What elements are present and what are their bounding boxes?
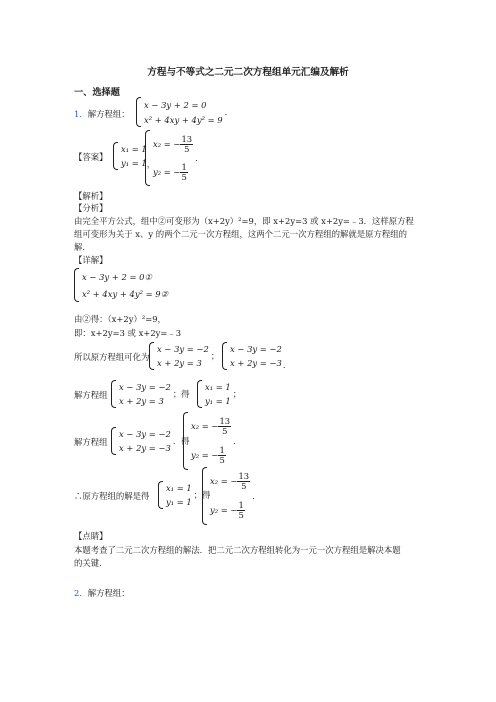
step-connector: ；得 [193, 490, 211, 500]
equation-system [136, 97, 227, 127]
punctuation: . [282, 360, 286, 370]
brace-icon [158, 481, 163, 509]
question-number: 1． [74, 109, 88, 119]
step-4-system: x − 3y = −2 x + 2y = 3 ；得 [111, 380, 190, 408]
question-prompt: 解方程组： [87, 588, 130, 598]
fenxi-line-3: 解． [74, 242, 91, 252]
step-4: 解方程组 [74, 390, 108, 400]
step-1: 由②得：（x+2y）²=9， [74, 314, 166, 324]
fenxi-line-2: 组可变形为关于 x、y 的两个二元一次方程组，这两个二元一次方程组的解就是原方程组的 [74, 229, 408, 239]
punctuation: ． [233, 436, 242, 446]
brace-icon [183, 412, 188, 470]
detail-equation-1: x − 3y + 2 = 0① [82, 271, 152, 282]
question-2 [74, 587, 130, 599]
question-prompt: 解方程组： [87, 109, 130, 119]
step-5-solution: x₂ = − $\frac{13}{5}$ y₂ = − $\frac{1}{5}$ ． [183, 412, 242, 470]
brace-icon [197, 380, 202, 408]
dianjing-line-2: 的关键． [74, 558, 108, 568]
punctuation: . [224, 107, 228, 117]
equation-2: x² + 4xy + 4y² = 9 [144, 114, 223, 125]
brace-icon [74, 268, 79, 302]
fenxi-line-1: 由完全平方公式，组中②可变形为（x+2y）²=9，即 x+2y=3 或 x+2y=﹣3．这样原方程 [74, 216, 414, 226]
step-6-solution-1: x₁ = 1 y₁ = 1 ；得 [158, 481, 211, 509]
punctuation: ； [232, 389, 242, 399]
step-3: 所以原方程组可化为 [74, 352, 150, 362]
punctuation: ； [210, 351, 220, 361]
punctuation: ， [146, 159, 156, 169]
step-6-solution-2: x₂ = − $\frac{13}{5}$ y₂ = − $\frac{1}{5}$ . [202, 467, 255, 525]
detail-equation-2: x² + 4xy + 4y² = 9② [82, 288, 169, 299]
detail-system [74, 268, 168, 302]
question-1 [74, 108, 130, 120]
brace-icon [111, 427, 116, 455]
dianjing-label: 【点睛】 [74, 531, 108, 541]
punctuation: . [195, 153, 198, 163]
analysis-label: 【解析】 [74, 191, 108, 201]
step-4-solution: x₁ = 1 y₁ = 1 ； [197, 380, 241, 408]
fenxi-label: 【分析】 [74, 203, 108, 213]
step-6: ∴原方程组的解是得 [74, 491, 150, 501]
brace-icon [149, 342, 154, 370]
brace-icon [113, 142, 118, 170]
brace-icon [111, 380, 116, 408]
punctuation: . [252, 491, 255, 501]
step-3-system-a: x − 3y = −2 x + 2y = 3 ； [149, 342, 219, 370]
brace-icon [145, 130, 150, 186]
question-number: 2． [74, 588, 88, 598]
answer-label: 【答案】 [74, 152, 108, 162]
step-2: 即：x+2y=3 或 x+2y=﹣3 [74, 328, 182, 338]
section-heading: 一、选择题 [74, 87, 120, 98]
step-connector: ；得 [172, 389, 190, 399]
step-connector: ．得 [172, 436, 190, 446]
page-title: 方程与不等式之二元二次方程组单元汇编及解析 [147, 67, 349, 78]
step-5-system: x − 3y = −2 x + 2y = −3 ．得 [111, 427, 190, 455]
solution-y1: y₁ = 1 [121, 158, 147, 168]
equation-1: x − 3y + 2 = 0 [144, 99, 207, 110]
solution-x1: x₁ = 1 [121, 144, 147, 154]
dianjing-line-1: 本题考查了二元二次方程组的解法．把二元二次方程组转化为一元一次方程组是解决本题 [74, 545, 401, 555]
solution-y2: y₂ = − $\frac{1}{5}$ [153, 161, 187, 182]
step-5: 解方程组 [74, 437, 108, 447]
step-3-system-b: x − 3y = −2 x + 2y = −3 . [222, 342, 285, 370]
brace-icon [202, 467, 207, 525]
brace-icon [222, 342, 227, 370]
solution-2 [145, 130, 198, 186]
solution-x2: x₂ = − $\frac{13}{5}$ [153, 133, 193, 154]
xiangjie-label: 【详解】 [74, 255, 108, 265]
brace-icon [136, 97, 141, 127]
